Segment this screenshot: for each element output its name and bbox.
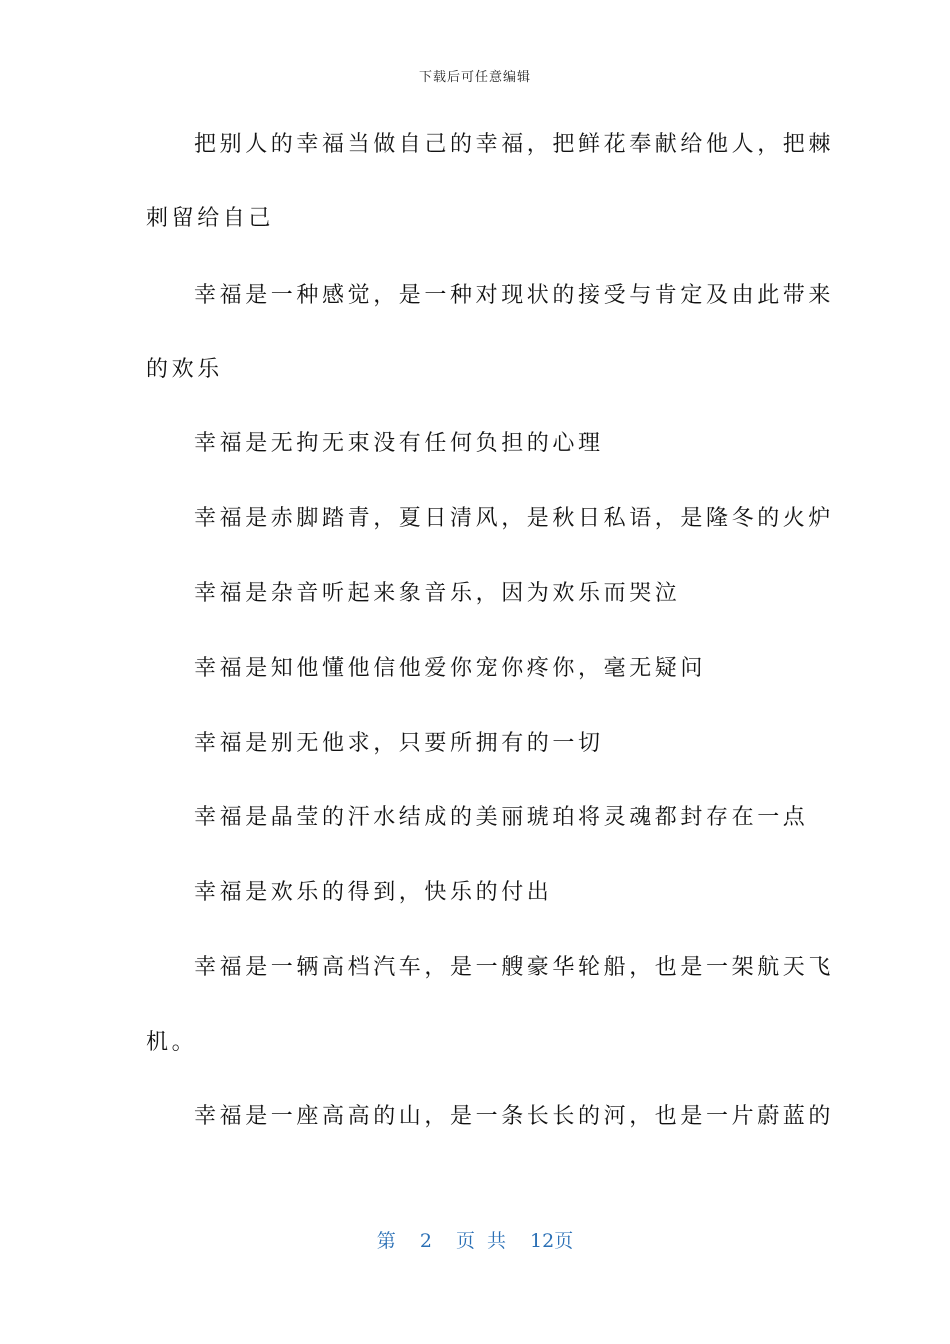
paragraph-4: 幸福是赤脚踏青，夏日清风，是秋日私语，是隆冬的火炉: [194, 506, 835, 531]
paragraph-10-line-1: 幸福是一辆高档汽车，是一艘豪华轮船，也是一架航天飞: [194, 955, 835, 980]
paragraph-10-line-2: 机。: [146, 1030, 198, 1055]
footer-current-page: 2: [419, 1230, 432, 1252]
paragraph-5: 幸福是杂音听起来象音乐，因为欢乐而哭泣: [194, 581, 681, 606]
paragraph-6: 幸福是知他懂他信他爱你宠你疼你，毫无疑问: [194, 656, 707, 681]
page-footer: [0, 1226, 950, 1253]
paragraph-3: 幸福是无拘无束没有任何负担的心理: [194, 431, 604, 456]
footer-total-pages: 12页: [530, 1230, 574, 1252]
paragraph-8: 幸福是晶莹的汗水结成的美丽琥珀将灵魂都封存在一点: [194, 805, 809, 830]
footer-label-of: 页 共: [455, 1230, 506, 1252]
paragraph-2-line-2: 的欢乐: [146, 357, 223, 382]
paragraph-1-line-1: 把别人的幸福当做自己的幸福，把鲜花奉献给他人，把棘: [194, 132, 835, 157]
paragraph-1-line-2: 刺留给自己: [146, 206, 275, 231]
paragraph-11: 幸福是一座高高的山，是一条长长的河，也是一片蔚蓝的: [194, 1104, 835, 1129]
paragraph-2-line-1: 幸福是一种感觉，是一种对现状的接受与肯定及由此带来: [194, 283, 835, 308]
paragraph-7: 幸福是别无他求，只要所拥有的一切: [194, 731, 604, 756]
paragraph-9: 幸福是欢乐的得到，快乐的付出: [194, 880, 553, 905]
page-header: 下载后可任意编辑: [418, 70, 531, 85]
footer-label-page: 第: [376, 1230, 396, 1252]
